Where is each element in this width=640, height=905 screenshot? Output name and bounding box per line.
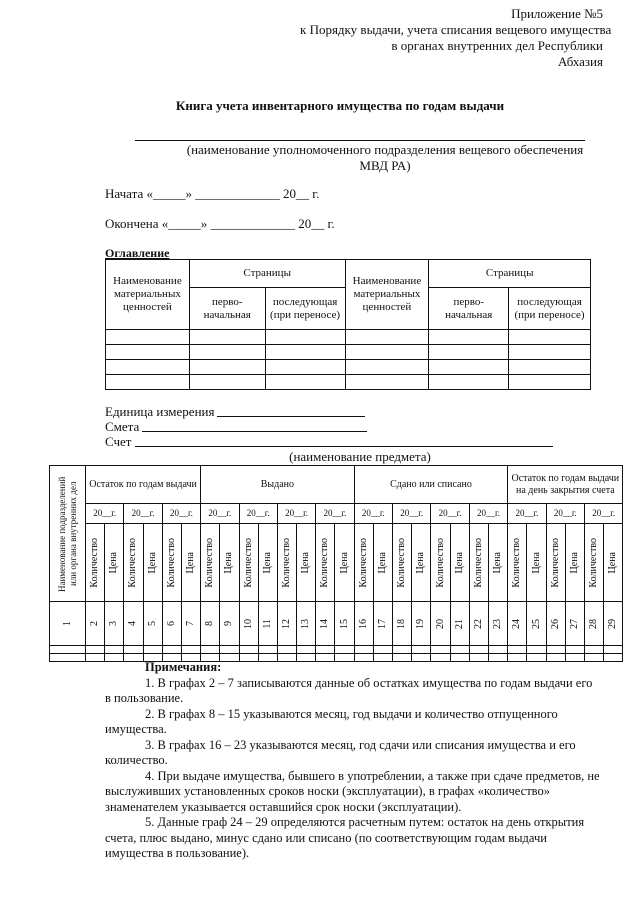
price-header: [565, 524, 584, 602]
main-table: [49, 465, 623, 662]
item-caption: (наименование предмета): [289, 449, 431, 464]
column-number-cell: [527, 602, 546, 646]
column-number-cell: [354, 602, 373, 646]
toc-row: [106, 345, 591, 360]
price-label: Цена: [146, 551, 158, 574]
column-number: 15: [338, 618, 350, 629]
column-number-cell: [124, 602, 143, 646]
toc-table: [105, 259, 591, 390]
qty-header: [546, 524, 565, 602]
toc-col-next-left: последующая (при переносе): [265, 288, 345, 330]
qty-label: Количество: [89, 537, 101, 588]
price-header: [450, 524, 469, 602]
column-number: 3: [108, 621, 120, 626]
column-number: 21: [453, 618, 465, 629]
column-number: 22: [472, 618, 484, 629]
column-number: 9: [223, 621, 235, 626]
department-caption: [150, 142, 620, 174]
column-number: 8: [204, 621, 216, 626]
column-number-cell: [297, 602, 316, 646]
qty-label: Количество: [588, 537, 600, 588]
column-number: 1: [61, 621, 73, 626]
col-unit-name-label: Наименование подразделений или органа внутренних дел: [56, 475, 78, 592]
column-number-cell: [431, 602, 450, 646]
column-number-cell: [335, 602, 354, 646]
column-number-cell: [239, 602, 258, 646]
qty-header: [431, 524, 450, 602]
column-number: 27: [568, 618, 580, 629]
toc-col-first-left: перво-начальная: [189, 288, 265, 330]
toc-row: [106, 330, 591, 345]
appendix-line-4: Абхазия: [557, 54, 603, 69]
group-returned-header: Сдано или списано: [354, 466, 508, 504]
column-number-cell: [412, 602, 431, 646]
price-label: Цена: [300, 551, 312, 574]
column-number-cell: [546, 602, 565, 646]
column-number: 20: [434, 618, 446, 629]
toc-col-pages-left: Страницы: [189, 260, 345, 288]
column-number: 5: [146, 621, 158, 626]
column-number-cell: [393, 602, 412, 646]
column-number: 19: [415, 618, 427, 629]
price-header: [527, 524, 546, 602]
date-finished: Окончена «_____» _____________ 20__ г.: [105, 216, 335, 231]
price-header: [258, 524, 277, 602]
toc-col-name-right: Наименование материальных ценностей: [345, 260, 429, 330]
price-header: [105, 524, 124, 602]
notes-heading: Примечания:: [145, 660, 222, 674]
price-header: [373, 524, 392, 602]
date-started: Начата «_____» _____________ 20__ г.: [105, 186, 320, 201]
toc-col-pages-right: Страницы: [429, 260, 591, 288]
price-label: Цена: [415, 551, 427, 574]
header-row-groups: [50, 466, 623, 504]
notes-section: [105, 660, 600, 862]
account-label: Счет: [105, 434, 132, 449]
price-label: Цена: [453, 551, 465, 574]
qty-label: Количество: [511, 537, 523, 588]
department-caption-line-1: (наименование уполномоченного подразделения вещевого обеспечения: [186, 142, 584, 157]
year-header: 20__г.: [546, 504, 584, 524]
year-header: 20__г.: [393, 504, 431, 524]
department-line: [135, 140, 585, 141]
qty-header: [469, 524, 488, 602]
toc-col-first-right: перво-начальная: [429, 288, 509, 330]
appendix-line-1: Приложение №5: [511, 6, 603, 21]
table-row: [50, 646, 623, 654]
qty-label: Количество: [319, 537, 331, 588]
estimate-line: [142, 431, 367, 432]
header-row-qty-price: [50, 524, 623, 602]
column-number: 14: [319, 618, 331, 629]
price-label: Цена: [261, 551, 273, 574]
year-header: 20__г.: [431, 504, 469, 524]
estimate-label: Смета: [105, 419, 140, 434]
note-2: 2. В графах 8 – 15 указываются месяц, год выдачи и количество отпущенного имущества.: [105, 706, 558, 736]
column-number-cell: [450, 602, 469, 646]
price-header: [412, 524, 431, 602]
qty-header: [239, 524, 258, 602]
note-4: 4. При выдаче имущества, бывшего в употреблении, а также при сдаче предметов, не выслуживших установленных сроков носки (эксплуатации), в графах «количество» знаменателем указывается оставшийся срок носки (эксплуатации).: [105, 768, 600, 814]
toc-heading: Оглавление: [105, 246, 170, 260]
toc-col-name-left: Наименование материальных ценностей: [106, 260, 190, 330]
year-header: 20__г.: [585, 504, 623, 524]
year-header: 20__г.: [239, 504, 277, 524]
column-number: 17: [376, 618, 388, 629]
year-header: 20__г.: [124, 504, 162, 524]
year-header: 20__г.: [508, 504, 546, 524]
column-number: 16: [357, 618, 369, 629]
column-number: 23: [492, 618, 504, 629]
column-number: 28: [588, 618, 600, 629]
group-balance-header: Остаток по годам выдачи: [86, 466, 201, 504]
column-number: 10: [242, 618, 254, 629]
appendix-header: [300, 6, 612, 70]
column-number: 12: [280, 618, 292, 629]
group-issued-header: Выдано: [201, 466, 355, 504]
qty-label: Количество: [280, 537, 292, 588]
document-title: Книга учета инвентарного имущества по годам выдачи: [175, 98, 505, 113]
column-number-cell: [373, 602, 392, 646]
price-label: Цена: [530, 551, 542, 574]
unit-label: Единица измерения: [105, 404, 215, 419]
note-5: 5. Данные граф 24 – 29 определяются расчетным путем: остаток на день открытия счета, плюс выдано, минус сдано или списано (по соответствующим годам выдачи имущества в пользование).: [105, 815, 585, 860]
year-header: 20__г.: [162, 504, 200, 524]
price-header: [604, 524, 623, 602]
group-closing-header: Остаток по годам выдачи на день закрытия счета: [508, 466, 623, 504]
qty-label: Количество: [357, 537, 369, 588]
price-label: Цена: [223, 551, 235, 574]
column-number: 2: [89, 621, 101, 626]
toc-col-next-right: последующая (при переносе): [509, 288, 591, 330]
price-label: Цена: [607, 551, 619, 574]
qty-header: [124, 524, 143, 602]
column-number-cell: [565, 602, 584, 646]
column-number: 26: [549, 618, 561, 629]
appendix-line-2: к Порядку выдачи, учета списания вещевого имущества: [300, 22, 612, 37]
qty-label: Количество: [472, 537, 484, 588]
year-header: 20__г.: [201, 504, 239, 524]
qty-header: [316, 524, 335, 602]
qty-label: Количество: [127, 537, 139, 588]
qty-label: Количество: [549, 537, 561, 588]
year-header: 20__г.: [86, 504, 124, 524]
column-number-cell: [277, 602, 296, 646]
price-header: [488, 524, 507, 602]
price-label: Цена: [338, 551, 350, 574]
qty-label: Количество: [242, 537, 254, 588]
column-numbers-row: [50, 602, 623, 646]
column-number-cell: [105, 602, 124, 646]
price-label: Цена: [108, 551, 120, 574]
toc-row: [106, 375, 591, 390]
price-header: [220, 524, 239, 602]
qty-header: [86, 524, 105, 602]
column-number: 13: [300, 618, 312, 629]
price-label: Цена: [185, 551, 197, 574]
qty-label: Количество: [396, 537, 408, 588]
column-number: 25: [530, 618, 542, 629]
year-header: 20__г.: [277, 504, 315, 524]
qty-header: [585, 524, 604, 602]
column-number-cell: [508, 602, 527, 646]
qty-header: [277, 524, 296, 602]
year-header: 20__г.: [316, 504, 354, 524]
year-header: 20__г.: [354, 504, 392, 524]
column-number: 4: [127, 621, 139, 626]
note-1: 1. В графах 2 – 7 записываются данные об остатках имущества по годам выдачи его в пользование.: [105, 675, 593, 705]
price-label: Цена: [492, 551, 504, 574]
qty-header: [201, 524, 220, 602]
price-label: Цена: [568, 551, 580, 574]
column-number: 29: [607, 618, 619, 629]
price-header: [297, 524, 316, 602]
qty-label: Количество: [434, 537, 446, 588]
col-unit-name-header: [50, 466, 86, 602]
column-number-cell: [469, 602, 488, 646]
column-number-cell: [162, 602, 181, 646]
qty-header: [354, 524, 373, 602]
year-header: 20__г.: [469, 504, 507, 524]
column-number-cell: [488, 602, 507, 646]
header-row-years: [50, 504, 623, 524]
column-number-cell: [201, 602, 220, 646]
price-header: [181, 524, 200, 602]
column-number-cell: [604, 602, 623, 646]
column-number-cell: [220, 602, 239, 646]
price-header: [335, 524, 354, 602]
qty-label: Количество: [204, 537, 216, 588]
price-header: [143, 524, 162, 602]
column-number-cell: [143, 602, 162, 646]
column-number-cell: [258, 602, 277, 646]
column-number: 7: [185, 621, 197, 626]
column-number-cell: [86, 602, 105, 646]
unit-line: [217, 416, 365, 417]
toc-row: [106, 360, 591, 375]
column-number-cell: [316, 602, 335, 646]
department-caption-line-2: МВД РА): [359, 158, 411, 173]
qty-header: [508, 524, 527, 602]
note-3: 3. В графах 16 – 23 указываются месяц, год сдачи или списания имущества и его количество.: [105, 737, 576, 767]
price-label: Цена: [376, 551, 388, 574]
column-number-cell: [50, 602, 86, 646]
qty-header: [393, 524, 412, 602]
column-number: 24: [511, 618, 523, 629]
column-number: 18: [396, 618, 408, 629]
column-number: 6: [165, 621, 177, 626]
appendix-line-3: в органах внутренних дел Республики: [391, 38, 603, 53]
column-number-cell: [181, 602, 200, 646]
qty-label: Количество: [165, 537, 177, 588]
column-number-cell: [585, 602, 604, 646]
column-number: 11: [261, 618, 273, 629]
qty-header: [162, 524, 181, 602]
account-line: [135, 446, 553, 447]
